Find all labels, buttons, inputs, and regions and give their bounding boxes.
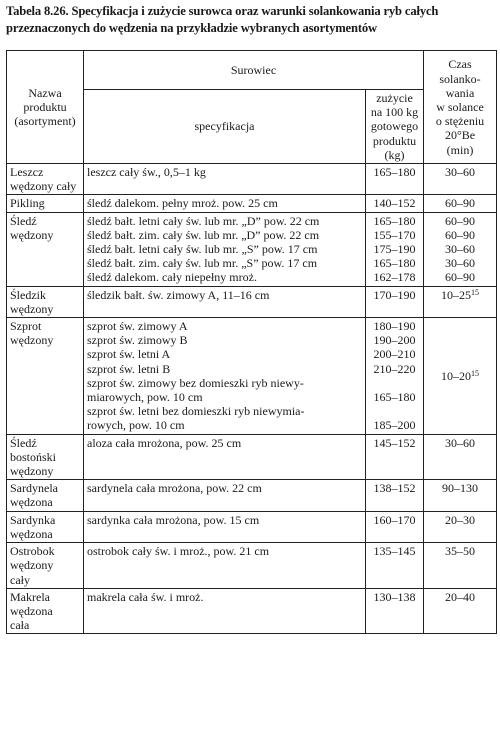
usage-cell: 138–152: [366, 480, 424, 511]
header-surowiec: Surowiec: [84, 51, 424, 90]
brining-time-cell: 60–90 60–90 30–60 30–60 60–90: [424, 212, 497, 286]
table-row: [7, 434, 497, 480]
spec-cell: śledź bałt. letni cały św. lub mr. „D” pow. 22 cm śledź bałt. zim. cały św. lub mr. „D” pow. 22 cm śledź bałt. letni cały św. lub mr. „S” pow. 17 cm śledź bałt. zim. cały św. lub mr. „S” pow. 17 cm śledź dalekom. cały niepełny mroż.: [84, 212, 366, 286]
usage-cell: 130–138: [366, 588, 424, 634]
product-name: Śledź wędzony: [7, 212, 84, 286]
header-zuzycie: zużycie na 100 kg gotowego produktu (kg): [366, 90, 424, 164]
brining-time-cell: 35–50: [424, 543, 497, 589]
footnote-marker: 15: [471, 287, 480, 297]
usage-cell: 135–145: [366, 543, 424, 589]
spec-cell: szprot św. zimowy A szprot św. zimowy B szprot św. letni A szprot św. letni B szprot św. zimowy bez domieszki ryb niewy- miarowych, pow. 10 cm szprot św. letni bez domieszki ryb niewymia- rowych, pow. 10 cm: [84, 318, 366, 435]
product-name: Sardynka wędzona: [7, 511, 84, 542]
header-product-name: Nazwa produktu (asortyment): [7, 51, 84, 164]
table-row: [7, 164, 497, 195]
usage-cell: 160–170: [366, 511, 424, 542]
brining-time-cell: $10-25^{15}$: [424, 286, 497, 317]
brining-time-cell: 30–60: [424, 164, 497, 195]
brining-time-cell: 60–90: [424, 195, 497, 212]
usage-cell: 165–180: [366, 164, 424, 195]
header-specyfikacja: specyfikacja: [84, 90, 366, 164]
brining-time-cell: $10-20^{15}$: [424, 318, 497, 435]
usage-cell: 145–152: [366, 434, 424, 480]
product-name: Sardynela wędzona: [7, 480, 84, 511]
table-row: [7, 318, 497, 435]
spec-cell: śledzik bałt. św. zimowy A, 11–16 cm: [84, 286, 366, 317]
header-czas: Czas solanko- wania w solance o stężeniu 20°Be (min): [424, 51, 497, 164]
usage-cell: 165–180 155–170 175–190 165–180 162–178: [366, 212, 424, 286]
product-name: Leszcz wędzony cały: [7, 164, 84, 195]
product-name: Ostrobok wędzony cały: [7, 543, 84, 589]
spec-cell: makrela cała św. i mroż.: [84, 588, 366, 634]
brining-time-cell: 20–40: [424, 588, 497, 634]
spec-cell: sardynela cała mrożona, pow. 22 cm: [84, 480, 366, 511]
brining-time-cell: 90–130: [424, 480, 497, 511]
spec-cell: leszcz cały św., 0,5–1 kg: [84, 164, 366, 195]
footnote-marker: 15: [471, 368, 480, 378]
product-name: Pikling: [7, 195, 84, 212]
table-row: [7, 480, 497, 511]
product-name: Śledzik wędzony: [7, 286, 84, 317]
brining-time-cell: 20–30: [424, 511, 497, 542]
table-row: [7, 588, 497, 634]
raw-material-table: [6, 50, 497, 634]
table-row: [7, 543, 497, 589]
spec-cell: sardynka cała mrożona, pow. 15 cm: [84, 511, 366, 542]
table-row: [7, 511, 497, 542]
usage-cell: 170–190: [366, 286, 424, 317]
table-caption: Tabela 8.26. Specyfikacja i zużycie surowca oraz warunki solankowania ryb całych przeznaczonych do wędzenia na przykładzie wybranych asortymentów: [6, 4, 439, 35]
spec-cell: śledź dalekom. pełny mroż. pow. 25 cm: [84, 195, 366, 212]
product-name: Śledź bostoński wędzony: [7, 434, 84, 480]
product-name: Szprot wędzony: [7, 318, 84, 435]
brining-time-cell: 30–60: [424, 434, 497, 480]
table-row: [7, 195, 497, 212]
table-row: [7, 212, 497, 286]
table-row: [7, 286, 497, 317]
spec-cell: ostrobok cały św. i mroż., pow. 21 cm: [84, 543, 366, 589]
product-name: Makrela wędzona cała: [7, 588, 84, 634]
usage-cell: 140–152: [366, 195, 424, 212]
usage-cell: 180–190 190–200 200–210 210–220 165–180 185–200: [366, 318, 424, 435]
spec-cell: aloza cała mrożona, pow. 25 cm: [84, 434, 366, 480]
